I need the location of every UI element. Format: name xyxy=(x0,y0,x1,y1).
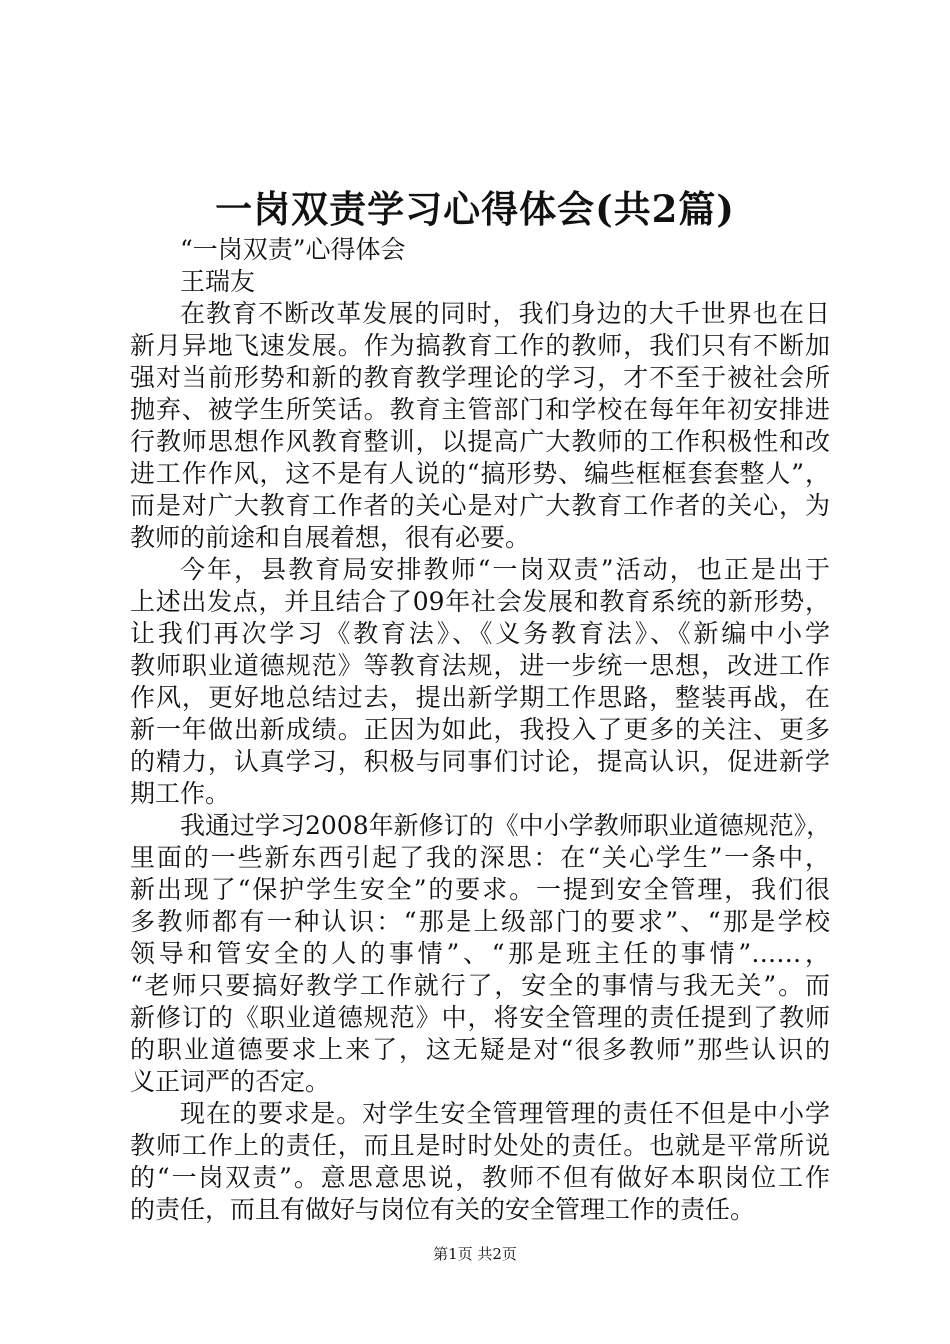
text-line: 里面的一些新东西引起了我的深思：在“关心学生”一条中， xyxy=(130,843,830,872)
text-line: 在教育不断改革发展的同时，我们身边的大千世界也在日 xyxy=(180,299,830,328)
text-line: 而是对广大教育工作者的关心是对广大教育工作者的关心，为 xyxy=(130,491,830,520)
text-line: 新出现了“保护学生安全”的要求。一提到安全管理，我们很 xyxy=(130,875,830,904)
text-line: 作风，更好地总结过去，提出新学期工作思路，整装再战，在 xyxy=(130,683,830,712)
text-line: 抛弃、被学生所笑话。教育主管部门和学校在每年年初安排进 xyxy=(130,395,830,424)
text-line: 的“一岗双责”。意思意思说，教师不但有做好本职岗位工作 xyxy=(130,1163,830,1192)
text-line: 进工作作风，这不是有人说的“搞形势、编些框框套套整人”， xyxy=(130,459,830,488)
text-line: 强对当前形势和新的教育教学理论的学习，才不至于被社会所 xyxy=(130,363,830,392)
text-line: 王瑞友 xyxy=(180,267,256,296)
text-line: 上述出发点，并且结合了09年社会发展和教育系统的新形势， xyxy=(130,587,830,616)
text-line: “一岗双责”心得体会 xyxy=(180,235,406,264)
text-line: 今年，县教育局安排教师“一岗双责”活动，也正是出于 xyxy=(180,555,830,584)
text-line: 新修订的《职业道德规范》中，将安全管理的责任提到了教师 xyxy=(130,1003,830,1032)
text-line: 的职业道德要求上来了，这无疑是对“很多教师”那些认识的 xyxy=(130,1035,830,1064)
text-line: 教师职业道德规范》等教育法规，进一步统一思想，改进工作 xyxy=(130,651,830,680)
text-line: 教师的前途和自展着想，很有必要。 xyxy=(130,523,531,552)
text-line: 义正词严的否定。 xyxy=(130,1067,331,1096)
page-number: 第1页 共2页 xyxy=(433,1245,517,1263)
document-body xyxy=(130,234,830,1226)
text-line: 让我们再次学习《教育法》、《义务教育法》、《新编中小学 xyxy=(130,619,830,648)
text-line: 领导和管安全的人的事情”、“那是班主任的事情”……， xyxy=(130,939,830,968)
text-line: 新一年做出新成绩。正因为如此，我投入了更多的关注、更多 xyxy=(130,715,830,744)
text-line: 行教师思想作风教育整训，以提高广大教师的工作积极性和改 xyxy=(130,427,830,456)
text-line: 期工作。 xyxy=(130,779,231,808)
text-line: 我通过学习2008年新修订的《中小学教师职业道德规范》， xyxy=(180,811,832,840)
text-line: 教师工作上的责任，而且是时时处处的责任。也就是平常所说 xyxy=(130,1131,830,1160)
text-line: 的责任，而且有做好与岗位有关的安全管理工作的责任。 xyxy=(130,1195,756,1224)
text-line: 现在的要求是。对学生安全管理管理的责任不但是中小学 xyxy=(180,1099,830,1128)
text-line: 新月异地飞速发展。作为搞教育工作的教师，我们只有不断加 xyxy=(130,331,830,360)
text-line: “老师只要搞好教学工作就行了，安全的事情与我无关”。而 xyxy=(130,971,830,1000)
text-line: 的精力，认真学习，积极与同事们讨论，提高认识，促进新学 xyxy=(130,747,830,776)
document-title: 一岗双责学习心得体会(共2篇) xyxy=(215,187,735,231)
text-line: 多教师都有一种认识：“那是上级部门的要求”、“那是学校 xyxy=(130,907,830,936)
